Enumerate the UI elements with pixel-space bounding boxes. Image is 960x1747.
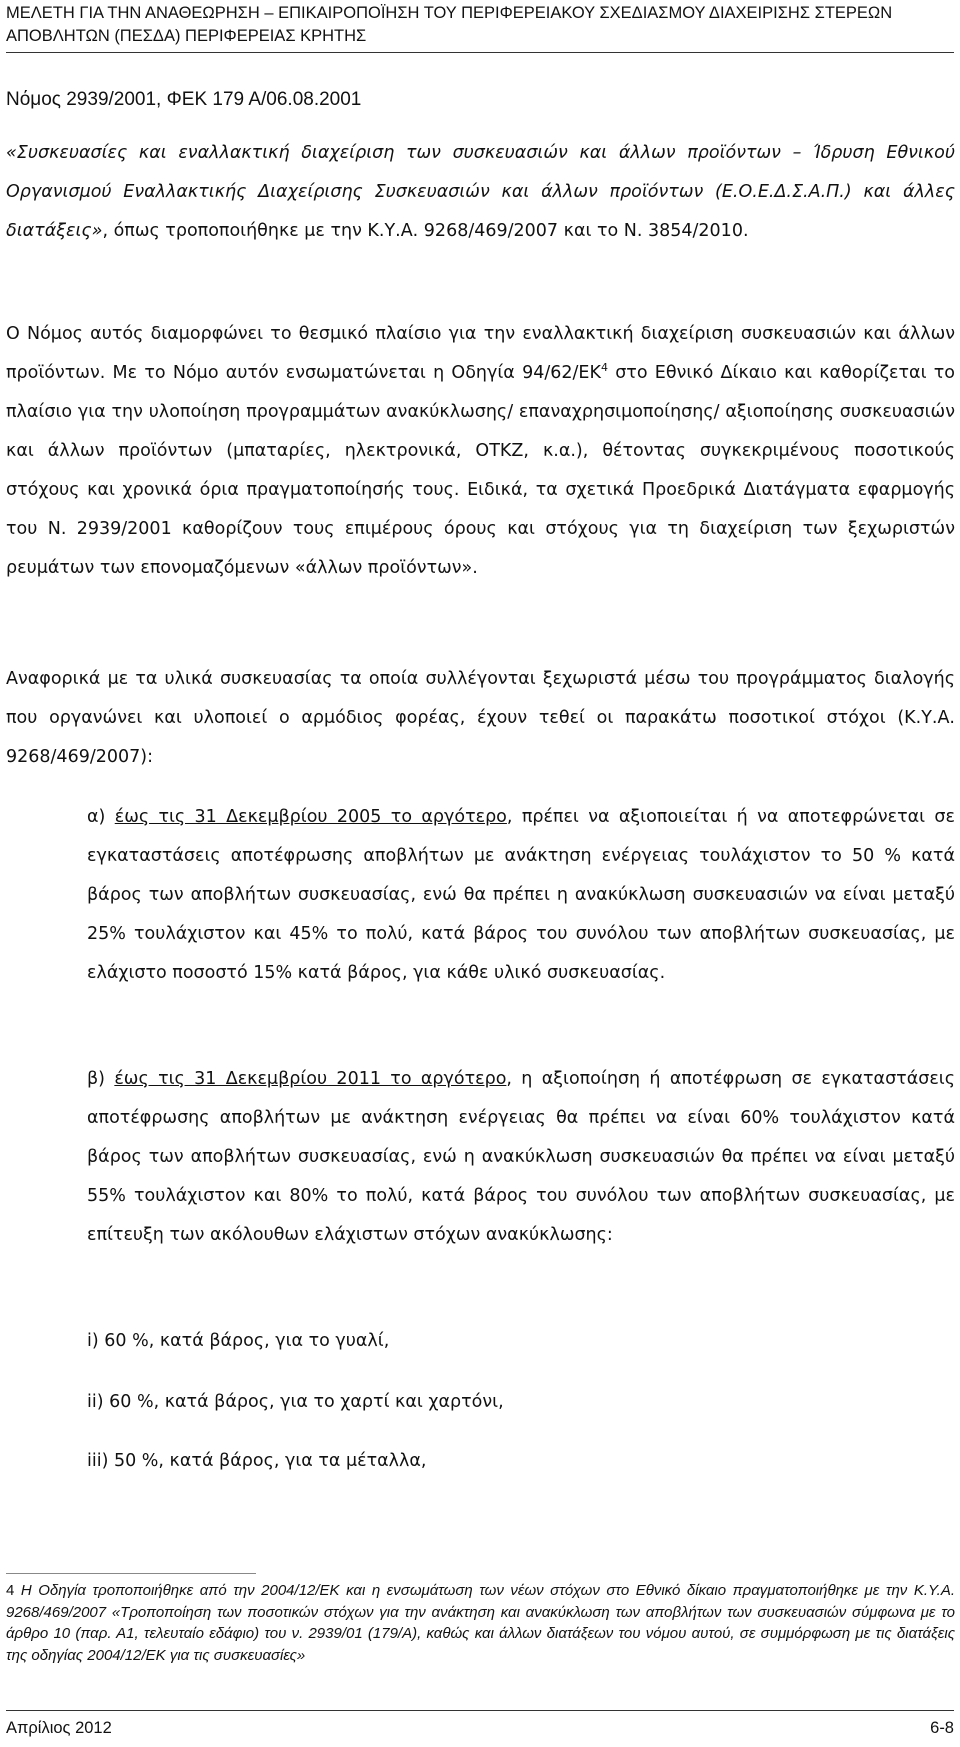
footnote-text: Η Οδηγία τροποποιήθηκε από την 2004/12/ΕΚ και η ενσωμάτωση των νέων στόχων στο Εθνικό δίκαιο πραγματοποιήθηκε με την Κ.Υ.Α. 9268/469/2007 «Τροποποίηση των ποσοτικών στόχων για την ανάκτηση και ανακύκλωση των αποβλήτων των συσκευασιών σύμφωνα με το άρθρο 10 (παρ. Α1, τελευταίο εδάφιο) του ν. 2939/01 (179/Α), καθώς και άλλων διατάξεων του νόμου αυτού, σε συμμόρφωση με τις διατάξεις της οδηγίας 2004/12/ΕΚ για τις συσκευασίες»: [6, 1582, 955, 1664]
framework-text-end: στο Εθνικό Δίκαιο και καθορίζεται το πλαίσιο για την υλοποίηση προγραμμάτων ανακύκλωσης/ επαναχρησιμοποίησης/ αξιοποίησης συσκευασιών και άλλων προϊόντων (μπαταρίες, ηλεκτρονικά, ΟΤΚΖ, κ.α.), θέτοντας συγκεκριμένους ποσοτικούς στόχους και χρονικά όρια πραγματοποίησής τους. Ειδικά, τα σχετικά Προεδρικά Διατάγματα εφαρμογής του Ν. 2939/2001 καθορίζουν τους επιμέρους όρους και στόχους για τη διαχείριση των ξεχωριστών ρευμάτων των επονομαζόμενων «άλλων προϊόντων».: [6, 363, 955, 578]
footnote: [6, 1580, 955, 1666]
target-item-b: [87, 1060, 955, 1255]
target-item-a: [87, 798, 955, 993]
subtarget-metals: iii) 50 %, κατά βάρος, για τα μέταλλα,: [87, 1451, 427, 1471]
page-number: 6-8: [930, 1719, 954, 1737]
item-text: , πρέπει να αξιοποιείται ή να αποτεφρώνεται σε εγκαταστάσεις αποτέφρωσης αποβλήτων με ανάκτηση ενέργειας τουλάχιστον το 50 % κατά βάρος των αποβλήτων συσκευασίας, ενώ θα πρέπει η ανακύκλωση συσκευασιών να είναι μεταξύ 25% τουλάχιστον και 45% το πολύ, κατά βάρος του συνόλου των αποβλήτων συσκευασίας, με ελάχιστο ποσοστό 15% κατά βάρος, για κάθε υλικό συσκευασίας.: [87, 807, 955, 983]
footnote-number: 4: [6, 1582, 15, 1599]
law-name: «Συσκευασίες και εναλλακτική διαχείριση των συσκευασιών και άλλων προϊόντων – Ίδρυση Εθνικού Οργανισμού Εναλλακτικής Διαχείρισης Συσκευασιών και άλλων προϊόντων (Ε.Ο.Ε.Δ.Σ.Α.Π.) και άλλες διατάξεις»: [6, 143, 955, 241]
law-amendments: , όπως τροποποιήθηκε με την Κ.Υ.Α. 9268/469/2007 και το Ν. 3854/2010.: [102, 221, 749, 241]
footnote-rule: [6, 1573, 256, 1574]
item-text: , η αξιοποίηση ή αποτέφρωση σε εγκαταστάσεις αποτέφρωσης αποβλήτων με ανάκτηση ενέργειας θα πρέπει να είναι 60% τουλάχιστον κατά βάρος των αποβλήτων συσκευασίας, ενώ η ανακύκλωση συσκευασιών θα πρέπει να είναι μεταξύ 55% τουλάχιστον και 80% το πολύ, κατά βάρος του συνόλου των αποβλήτων συσκευασίας, με επίτευξη των ακόλουθων ελάχιστων στόχων ανακύκλωσης:: [87, 1069, 955, 1245]
item-deadline: έως τις 31 Δεκεμβρίου 2011 το αργότερο: [114, 1069, 507, 1089]
item-marker: α): [87, 807, 106, 827]
footnote-reference: 4: [600, 361, 608, 375]
item-marker: β): [87, 1069, 105, 1089]
subtarget-paper: ii) 60 %, κατά βάρος, για το χαρτί και χαρτόνι,: [87, 1392, 504, 1412]
law-description-paragraph: [6, 134, 955, 251]
footer-rule: [6, 1710, 954, 1711]
targets-intro-paragraph: Αναφορικά με τα υλικά συσκευασίας τα οποία συλλέγονται ξεχωριστά μέσω του προγράμματος διαλογής που οργανώνει και υλοποιεί ο αρμόδιος φορέας, έχουν τεθεί οι παρακάτω ποσοτικοί στόχοι (Κ.Υ.Α. 9268/469/2007):: [6, 669, 955, 767]
running-footer: [6, 1717, 954, 1739]
header-rule: [6, 52, 954, 53]
framework-paragraph: [6, 315, 955, 588]
framework-text-start: Ο Νόμος αυτός διαμορφώνει το θεσμικό πλαίσιο για την εναλλακτική διαχείριση συσκευασιών και άλλων προϊόντων. Με το Νόμο αυτόν ενσωματώνεται η Οδηγία 94/62/ΕΚ: [6, 324, 955, 383]
item-deadline: έως τις 31 Δεκεμβρίου 2005 το αργότερο: [114, 807, 507, 827]
subtarget-glass: i) 60 %, κατά βάρος, για το γυαλί,: [87, 1331, 390, 1351]
footer-date: Απρίλιος 2012: [6, 1719, 112, 1737]
law-title: Νόμος 2939/2001, ΦΕΚ 179 Α/06.08.2001: [6, 89, 362, 110]
running-header: ΜΕΛΕΤΗ ΓΙΑ ΤΗΝ ΑΝΑΘΕΩΡΗΣΗ – ΕΠΙΚΑΙΡΟΠΟΪΗΣΗ ΤΟΥ ΠΕΡΙΦΕΡΕΙΑΚΟΥ ΣΧΕΔΙΑΣΜΟΥ ΔΙΑΧΕΙΡΙΣΗΣ ΣΤΕΡΕΩΝ ΑΠΟΒΛΗΤΩΝ (ΠΕΣΔΑ) ΠΕΡΙΦΕΡΕΙΑΣ ΚΡΗΤΗΣ: [6, 4, 893, 45]
